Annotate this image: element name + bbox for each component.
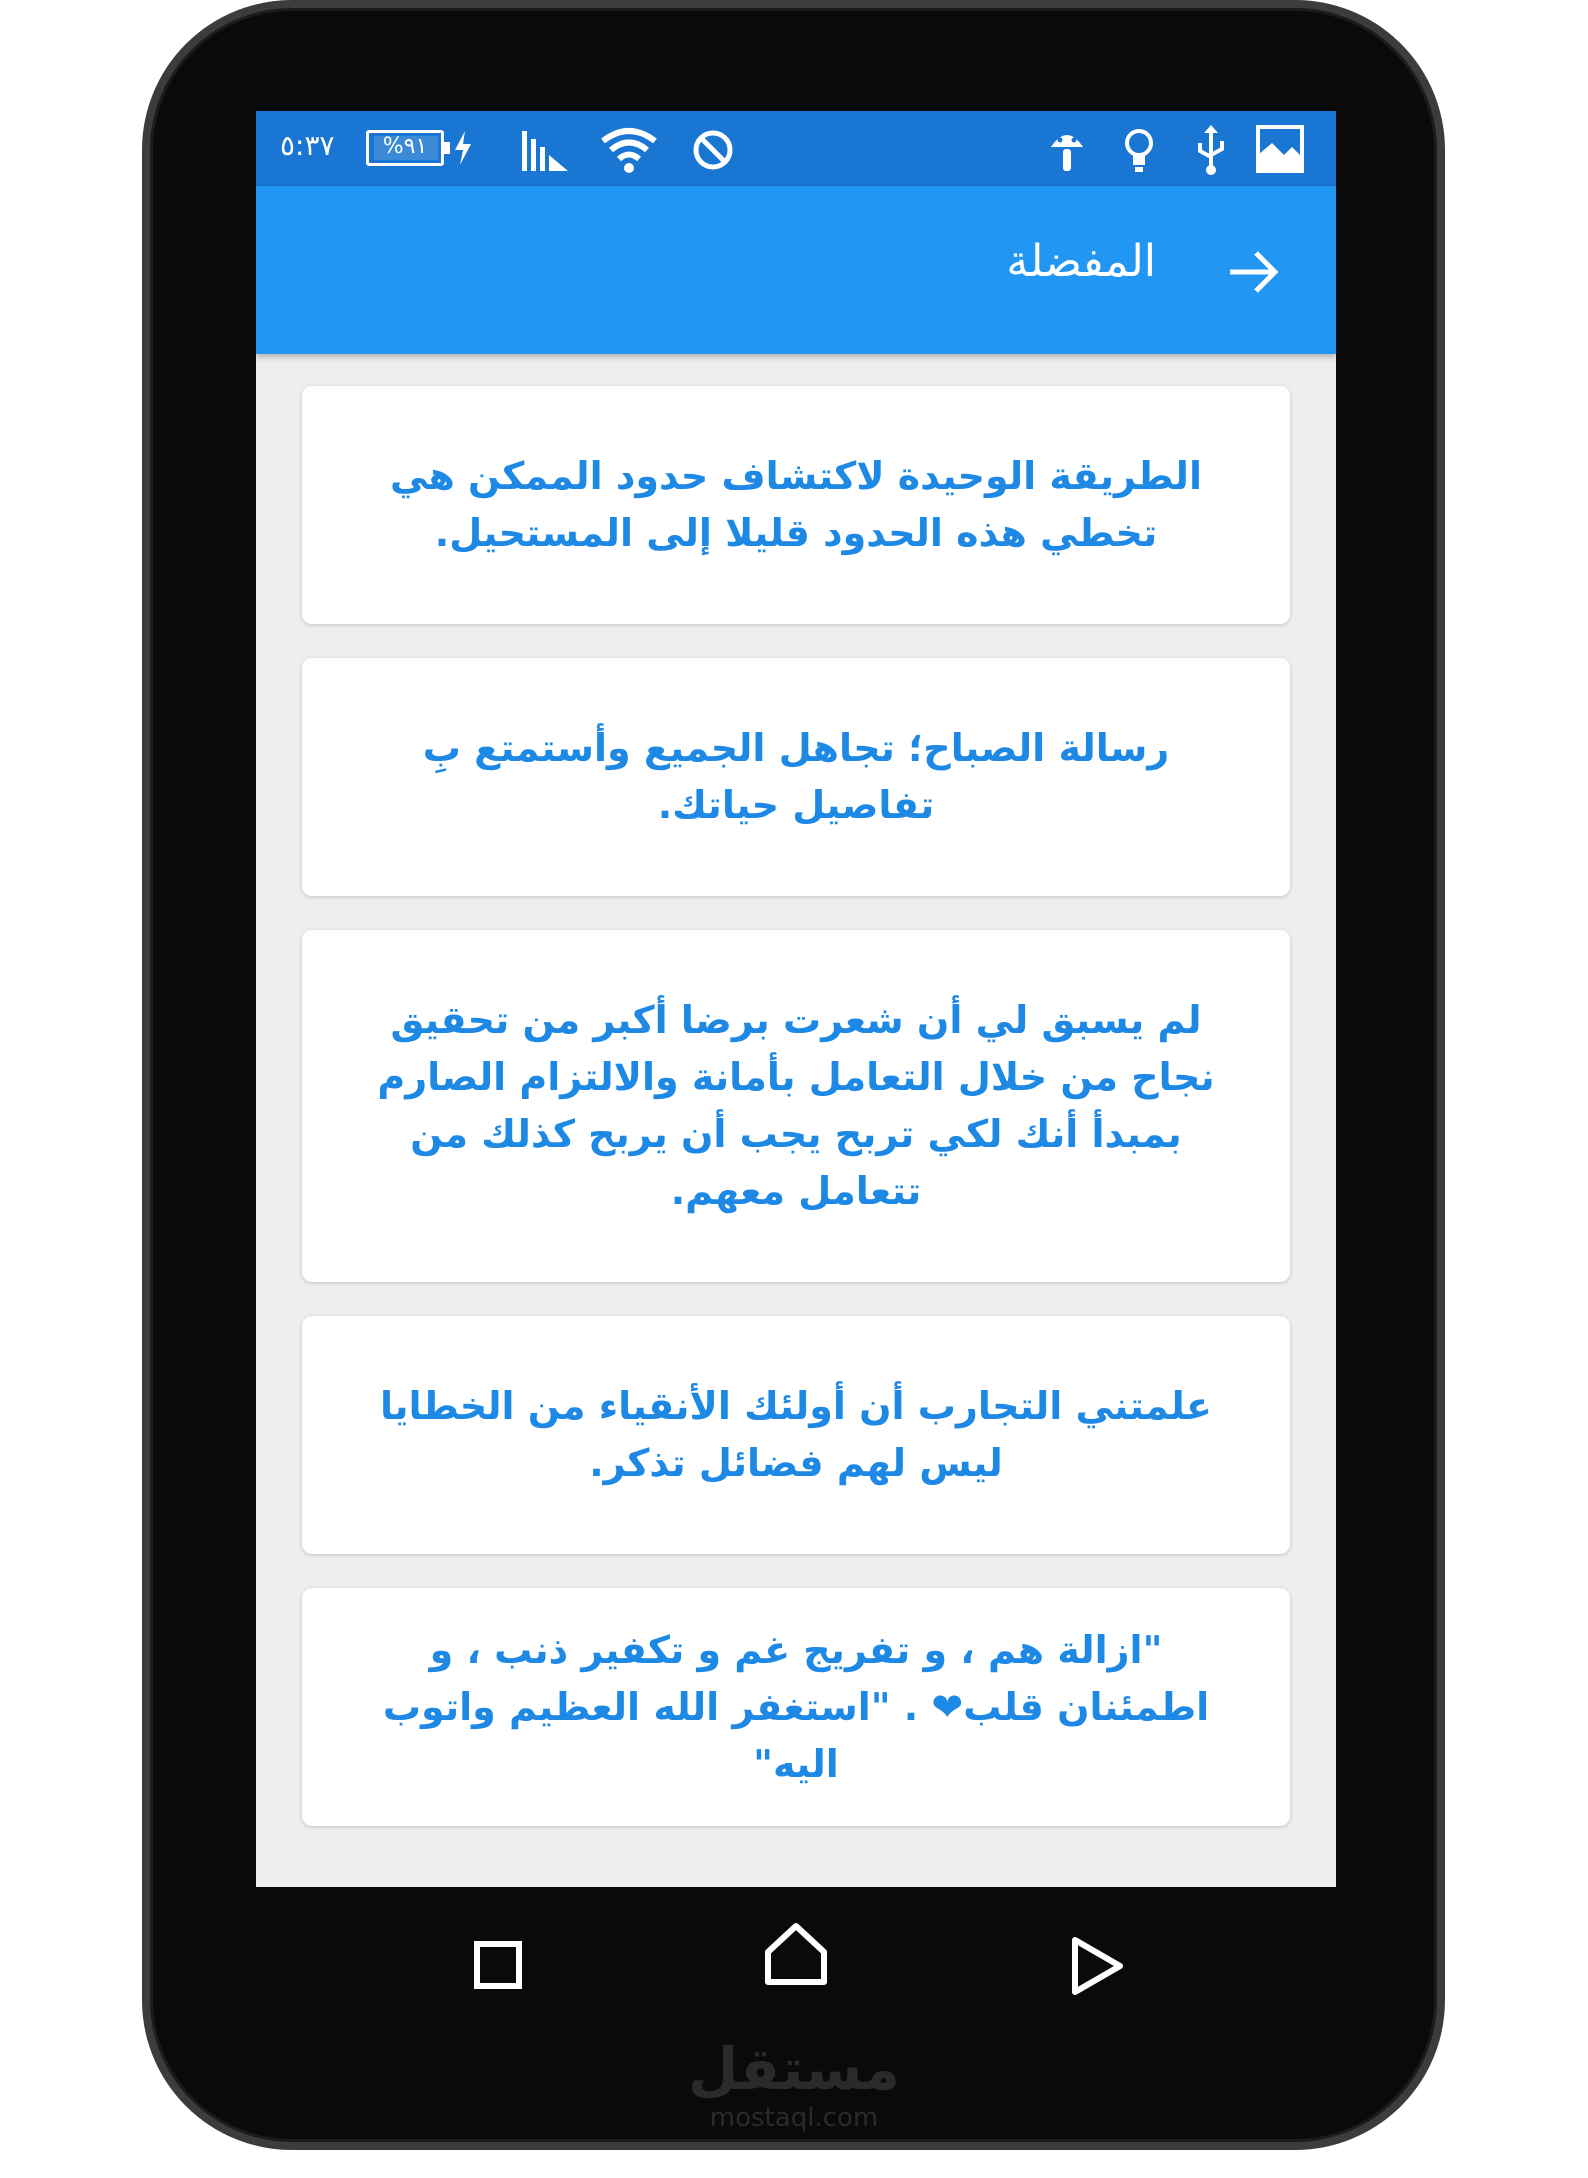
screen bbox=[256, 111, 1336, 1887]
square-icon[interactable] bbox=[473, 1940, 523, 1990]
bulb-icon bbox=[1122, 125, 1156, 175]
watermark-url: mostaql.com bbox=[709, 2103, 879, 2133]
watermark-logo: مستقل bbox=[687, 2035, 901, 2103]
app-bar bbox=[256, 186, 1336, 354]
triangle-back-icon[interactable] bbox=[1070, 1936, 1126, 1996]
battery-percentage: %٩١ bbox=[382, 134, 428, 159]
android-icon bbox=[1049, 125, 1085, 175]
do-not-disturb-icon bbox=[692, 129, 734, 171]
favorite-card[interactable] bbox=[302, 1316, 1290, 1554]
favorite-card[interactable] bbox=[302, 386, 1290, 624]
wifi-icon bbox=[600, 127, 658, 173]
usb-icon bbox=[1194, 125, 1228, 175]
status-time: ٥:٣٧ bbox=[280, 129, 335, 162]
signal-icon bbox=[522, 131, 568, 171]
quote-text: لم يسبق لي أن شعرت برضا أكبر من تحقيق نجاح من خلال التعامل بأمانة والالتزام الصارم بمبدأ أنك لكي تربح يجب أن يربح كذلك من تتعامل معهم. bbox=[377, 998, 1215, 1213]
quote-text: رسالة الصباح؛ تجاهل الجميع وأستمتع بِ تفاصيل حياتك. bbox=[422, 726, 1170, 827]
quote-text: "ازالة هم ، و تفريج غم و تكفير ذنب ، و اطمئنان قلب❤ . "استغفر الله العظيم واتوب اليه" bbox=[382, 1627, 1210, 1786]
battery-icon bbox=[366, 130, 444, 166]
page-title: المفضلة bbox=[1006, 236, 1156, 287]
status-bar bbox=[256, 111, 1336, 186]
quote-text: علمتني التجارب أن أولئك الأنقياء من الخطايا ليس لهم فضائل تذكر. bbox=[380, 1384, 1212, 1485]
charging-icon bbox=[452, 131, 474, 165]
arrow-right-icon[interactable] bbox=[1228, 250, 1280, 294]
favorite-card[interactable] bbox=[302, 658, 1290, 896]
favorite-card[interactable] bbox=[302, 930, 1290, 1282]
favorite-card[interactable] bbox=[302, 1588, 1290, 1826]
image-icon bbox=[1256, 125, 1304, 173]
quote-text: الطريقة الوحيدة لاكتشاف حدود الممكن هي تخطي هذه الحدود قليلا إلى المستحيل. bbox=[390, 454, 1202, 555]
home-icon[interactable] bbox=[764, 1922, 828, 1986]
